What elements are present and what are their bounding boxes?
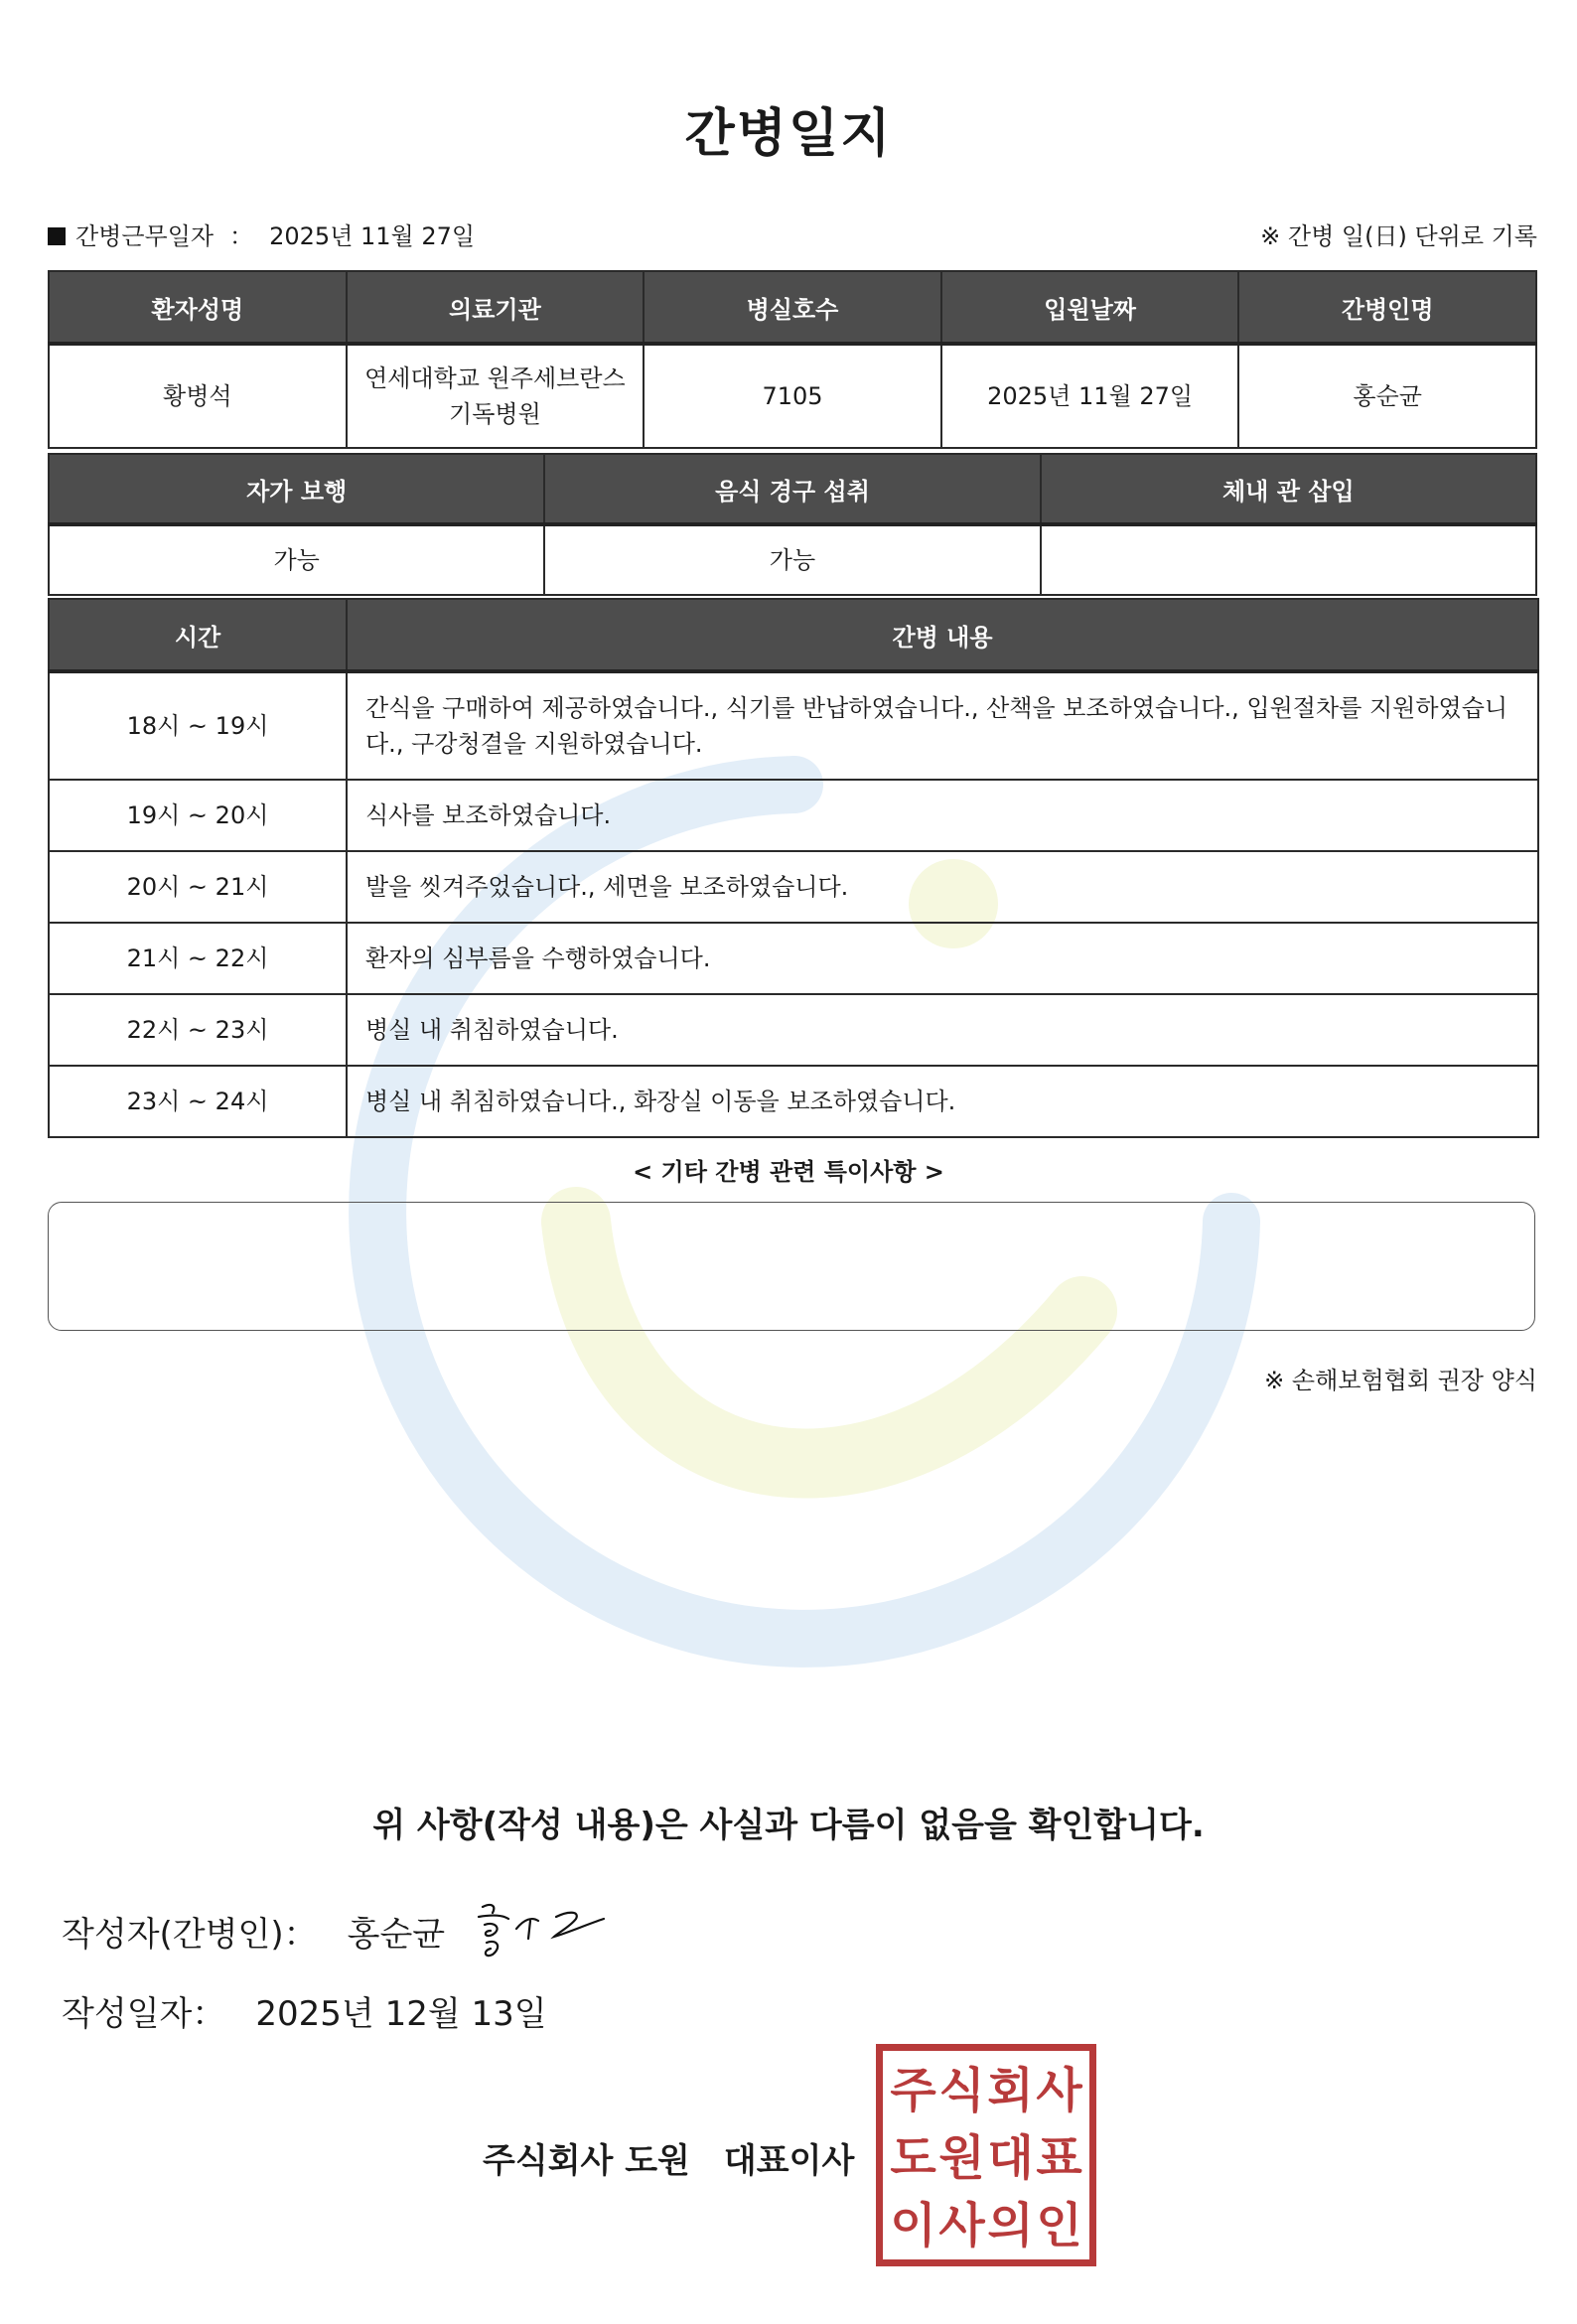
writer-name: 홍순균 — [347, 1915, 446, 1955]
status-value-row — [49, 524, 1536, 595]
table-row — [49, 780, 1538, 851]
header-caregiver: 간병인명 — [1238, 271, 1536, 344]
seal-char: 주 — [890, 2063, 936, 2118]
header-time: 시간 — [49, 599, 347, 671]
work-date — [48, 217, 475, 251]
patient-info-value-row — [49, 344, 1536, 448]
recommend-note: ※ 손해보험협회 권장 양식 — [1264, 1367, 1537, 1394]
patient-status-table — [48, 453, 1537, 596]
header-patient-name: 환자성명 — [49, 271, 347, 344]
square-bullet-icon — [48, 227, 66, 245]
table-row — [49, 1066, 1538, 1137]
company-title: 대표이사 — [723, 2141, 855, 2181]
header-self-walking: 자가 보행 — [49, 454, 544, 524]
confirmation-statement: 위 사항(작성 내용)은 사실과 다름이 없음을 확인합니다. — [372, 1806, 1205, 1845]
table-row — [49, 851, 1538, 923]
care-content: 발을 씻겨주었습니다., 세면을 보조하였습니다. — [347, 851, 1538, 923]
writer-label: 작성자(간병인)： — [62, 1915, 318, 1955]
work-date-colon: ： — [229, 222, 254, 250]
care-time: 23시 ~ 24시 — [49, 1066, 347, 1137]
work-date-label: 간병근무일자 — [75, 222, 215, 250]
care-time: 19시 ~ 20시 — [49, 780, 347, 851]
care-time: 20시 ~ 21시 — [49, 851, 347, 923]
patient-info-table — [48, 270, 1537, 449]
record-note: ※ 간병 일(日) 단위로 기록 — [1260, 222, 1537, 250]
care-content: 환자의 심부름을 수행하였습니다. — [347, 923, 1538, 994]
company-signature-line — [483, 2133, 854, 2182]
header-oral-intake: 음식 경구 섭취 — [544, 454, 1040, 524]
seal-char: 회 — [987, 2063, 1034, 2118]
care-content: 간식을 구매하여 제공하였습니다., 식기를 반납하였습니다., 산책을 보조하였습니다., 입원절차를 지원하였습니다., 구강청결을 지원하였습니다. — [347, 671, 1538, 780]
seal-char: 대 — [987, 2130, 1034, 2186]
seal-char: 식 — [938, 2063, 985, 2118]
table-row — [49, 994, 1538, 1066]
header-admission-date: 입원날짜 — [941, 271, 1239, 344]
care-content-table — [48, 598, 1539, 1138]
seal-char: 원 — [938, 2130, 985, 2186]
oral-intake-value: 가능 — [544, 524, 1040, 595]
patient-info-header-row — [49, 271, 1536, 344]
work-date-value: 2025년 11월 27일 — [269, 222, 476, 250]
remarks-box — [48, 1202, 1535, 1331]
write-date-label: 작성일자： — [62, 1994, 226, 2034]
company-seal-stamp — [876, 2044, 1096, 2266]
remarks-title: < 기타 간병 관련 특이사항 > — [633, 1158, 944, 1186]
self-walking-value: 가능 — [49, 524, 544, 595]
seal-char: 표 — [1036, 2130, 1082, 2186]
seal-char: 사 — [1036, 2063, 1082, 2118]
write-date-row — [62, 1986, 547, 2035]
header-care-content: 간병 내용 — [347, 599, 1538, 671]
meta-row — [48, 217, 1537, 252]
seal-char: 이 — [890, 2198, 936, 2253]
hospital-line-2: 기독병원 — [449, 400, 541, 428]
caregiver-name: 홍순균 — [1238, 344, 1536, 448]
care-header-row — [49, 599, 1538, 671]
header-hospital: 의료기관 — [347, 271, 645, 344]
patient-name: 황병석 — [49, 344, 347, 448]
tube-insertion-value — [1041, 524, 1536, 595]
care-time: 22시 ~ 23시 — [49, 994, 347, 1066]
seal-char: 의 — [987, 2198, 1034, 2253]
hospital-line-1: 연세대학교 원주세브란스 — [364, 364, 626, 392]
seal-char: 사 — [938, 2198, 985, 2253]
writer-row — [62, 1907, 445, 1956]
header-room: 병실호수 — [644, 271, 941, 344]
admission-date: 2025년 11월 27일 — [941, 344, 1239, 448]
hospital-name — [347, 344, 645, 448]
care-content: 병실 내 취침하였습니다. — [347, 994, 1538, 1066]
header-tube-insertion: 체내 관 삽입 — [1041, 454, 1536, 524]
table-row — [49, 923, 1538, 994]
room-number: 7105 — [644, 344, 941, 448]
care-content: 식사를 보조하였습니다. — [347, 780, 1538, 851]
seal-char: 도 — [890, 2130, 936, 2186]
care-time: 18시 ~ 19시 — [49, 671, 347, 780]
status-header-row — [49, 454, 1536, 524]
signature-icon — [469, 1895, 618, 1966]
seal-char: 인 — [1036, 2198, 1082, 2253]
table-row — [49, 671, 1538, 780]
document-title: 간병일지 — [684, 104, 893, 164]
care-content: 병실 내 취침하였습니다., 화장실 이동을 보조하였습니다. — [347, 1066, 1538, 1137]
company-name: 주식회사 도원 — [483, 2141, 690, 2181]
care-time: 21시 ~ 22시 — [49, 923, 347, 994]
write-date-value: 2025년 12월 13일 — [255, 1994, 547, 2034]
